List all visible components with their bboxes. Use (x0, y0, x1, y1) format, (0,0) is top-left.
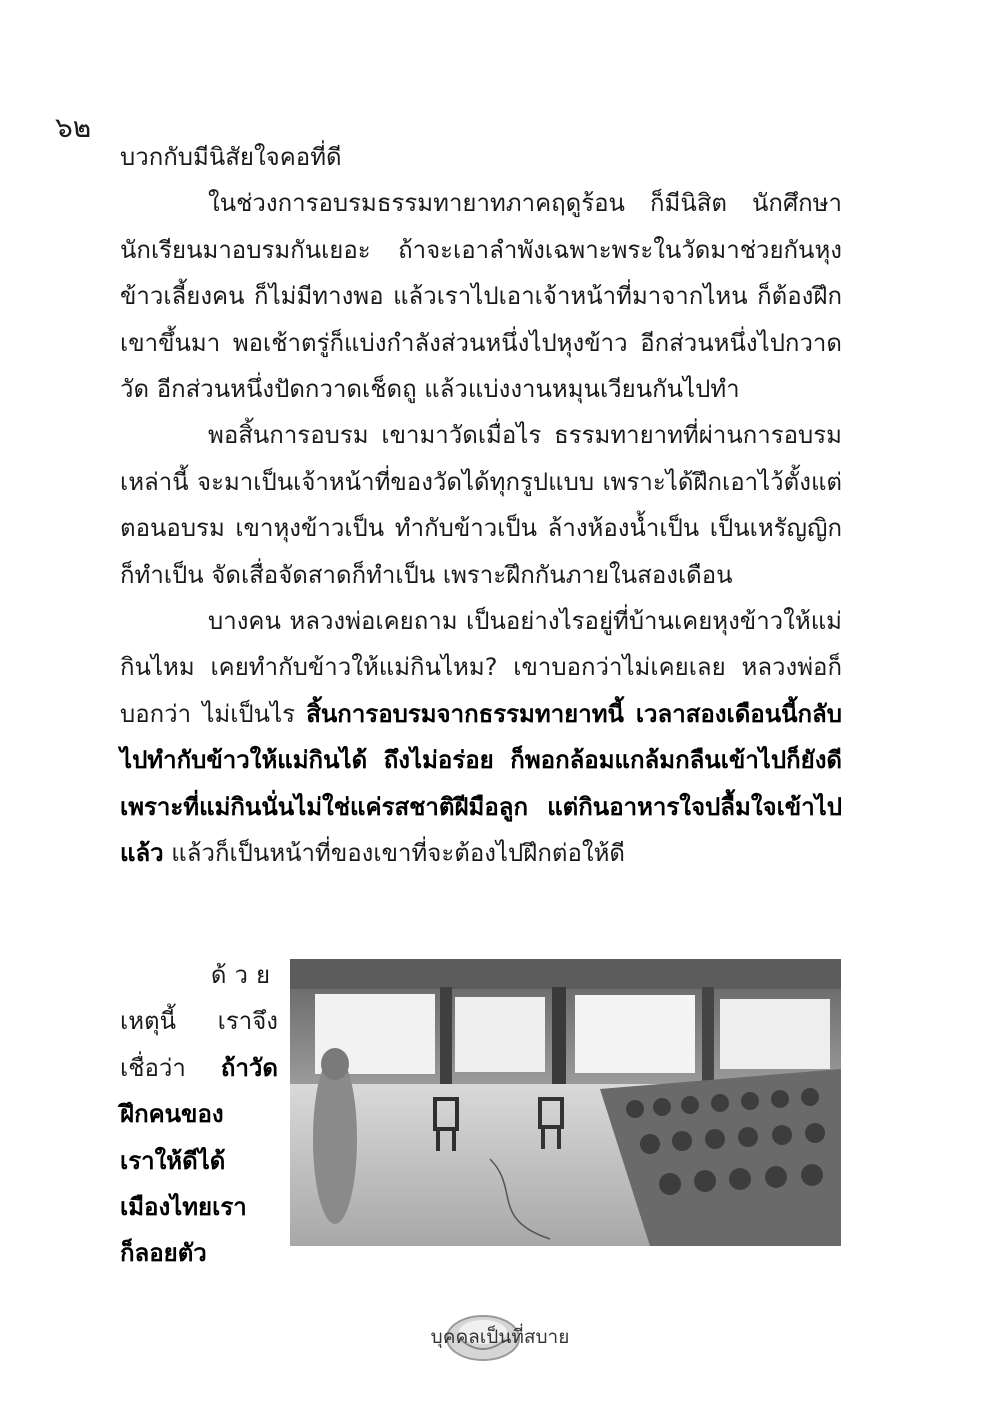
page-footer (0, 1300, 1000, 1380)
paragraph-text: แล้วก็เป็นหน้าที่ของเขาที่จะต้องไปฝึกต่อให้ดี (163, 839, 625, 868)
side-line: เราให้ดีได้ (120, 1146, 226, 1175)
side-line: ด้วย (210, 961, 278, 989)
side-line: ก็ลอยตัว (120, 1239, 207, 1268)
paragraph-text: พอสิ้นการอบรม เขามาวัดเมื่อไร ธรรมทายาทที่ผ่านการอบรมเหล่านี้ จะมาเป็นเจ้าหน้าที่ของวัดได้ทุกรูปแบบ เพราะได้ฝึกเอาไว้ตั้งแต่ตอนอบรม เขาหุงข้าวเป็น ทำกับข้าวเป็น ล้างห้องน้ำเป็น เป็นเหรัญญิกก็ทำเป็น จัดเสื่อจัดสาดก็ทำเป็น เพราะฝึกกันภายในสองเดือน (120, 421, 842, 589)
side-line-text: เชื่อว่า (120, 1053, 186, 1082)
paragraph-text: บวกกับมีนิสัยใจคอที่ดี (120, 143, 342, 171)
body-text (120, 134, 842, 877)
footer-book-title: บุคคลเป็นที่สบาย (430, 1326, 570, 1348)
training-hall-photo (290, 959, 841, 1246)
side-line: เหตุนี้ เราจึง (120, 1007, 278, 1036)
photo-illustration (290, 959, 841, 1246)
side-line: ฝึกคนของ (120, 1100, 224, 1129)
emphasis-text: สิ้นการอบรมจากธรรมทายาทนี้ เวลาสองเดือนนี้กลับไปทำกับข้าวให้แม่กินได้ ถึงไม่อร่อย ก็พอกล้อมแกล้มกลืนเข้าไปก็ยังดี เพราะที่แม่กินนั่นไม่ใช่แค่รสชาติฝีมือลูก แต่กินอาหารใจปลื้มใจเข้าไปแล้ว (120, 699, 842, 868)
paragraph-1 (120, 134, 842, 180)
side-line: เมืองไทยเรา (120, 1193, 247, 1222)
side-line-emphasis: ถ้าวัด (220, 1053, 278, 1082)
paragraph-2 (120, 180, 842, 412)
paragraph-text: บางคน หลวงพ่อเคยถาม เป็นอย่างไรอยู่ที่บ้านเคยหุงข้าวให้แม่กินไหม เคยทำกับข้าวให้แม่กินไหม? เขาบอกว่าไม่เคยเลย หลวงพ่อก็บอกว่า ไม่เป็นไร (120, 607, 842, 728)
side-caption (120, 952, 278, 1277)
paragraph-4 (120, 598, 842, 876)
side-line (120, 1045, 278, 1091)
paragraph-3 (120, 412, 842, 598)
page-number: ๖๒ (55, 111, 92, 144)
paragraph-text: ในช่วงการอบรมธรรมทายาทภาคฤดูร้อน ก็มีนิสิต นักศึกษา นักเรียนมาอบรมกันเยอะ ถ้าจะเอาลำพังเฉพาะพระในวัดมาช่วยกันหุงข้าวเลี้ยงคน ก็ไม่มีทางพอ แล้วเราไปเอาเจ้าหน้าที่มาจากไหน ก็ต้องฝึกเขาขึ้นมา พอเช้าตรู่ก็แบ่งกำลังส่วนหนึ่งไปหุงข้าว อีกส่วนหนึ่งไปกวาดวัด อีกส่วนหนึ่งปัดกวาดเช็ดถู แล้วแบ่งงานหมุนเวียนกันไปทำ (120, 189, 842, 404)
